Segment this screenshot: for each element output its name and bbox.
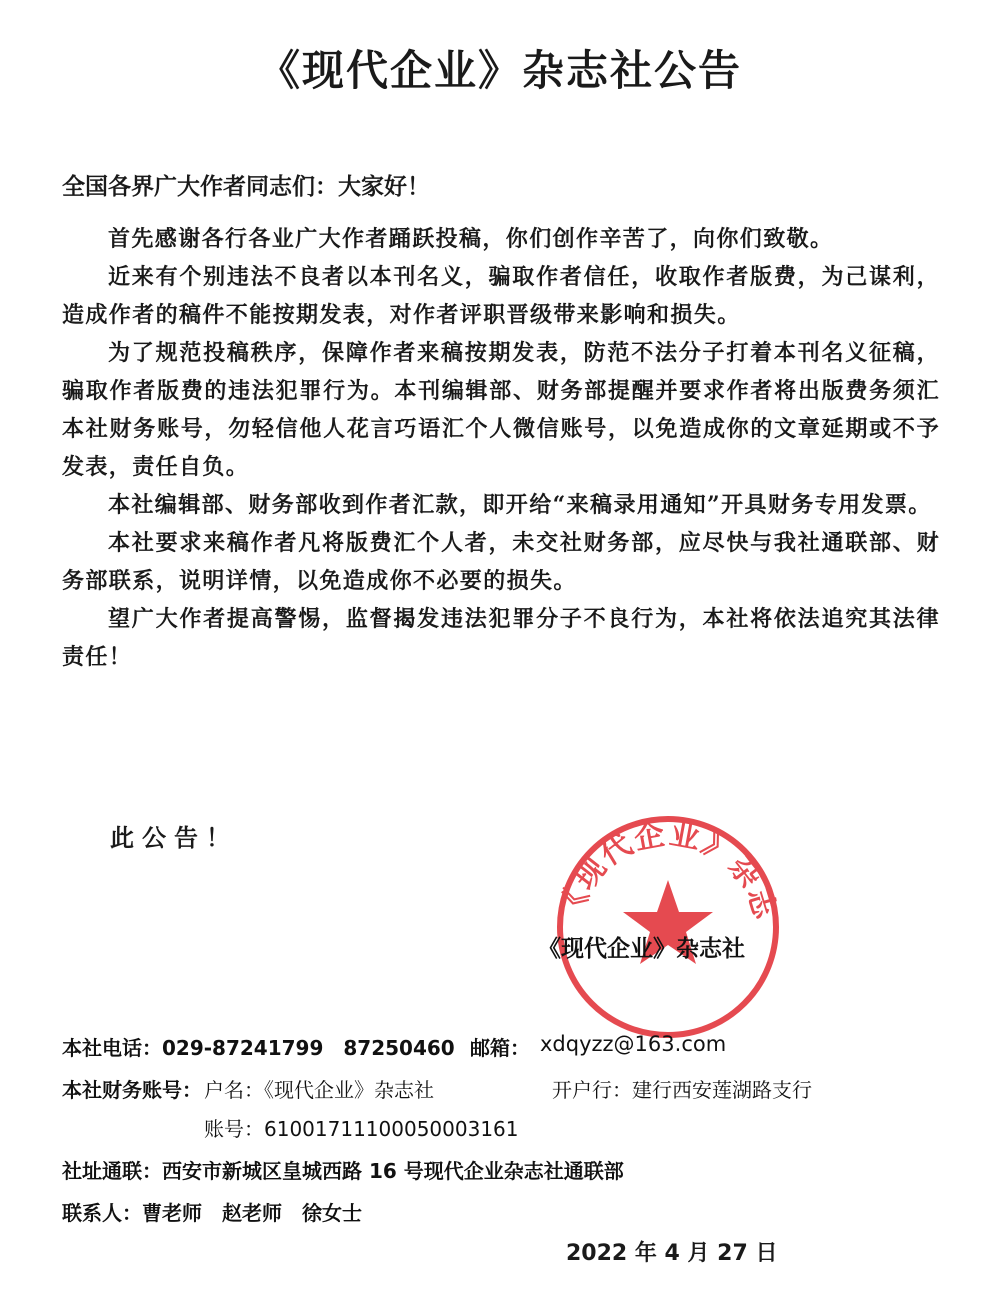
seal-text: 《现代企业》杂志	[553, 816, 783, 925]
notice-body	[62, 220, 940, 676]
address: 西安市新城区皇城西路 16 号现代企业杂志社通联部	[162, 1159, 624, 1183]
paragraph: 首先感谢各行各业广大作者踊跃投稿，你们创作辛苦了，向你们致敬。	[108, 226, 834, 252]
paragraph: 近来有个别违法不良者以本刊名义，骗取作者信任，收取作者版费，为己谋利，造成作者的稿件不能按期发表，对作者评职晋级带来影响和损失。	[62, 264, 940, 328]
account-name: 户名：《现代企业》杂志社	[204, 1078, 434, 1102]
account-number: 账号：6100171110005000316​1	[204, 1117, 519, 1141]
greeting: 全国各界广大作者同志们：大家好！	[62, 174, 430, 200]
bank-name: 开户行：建行西安莲湖路支行	[552, 1078, 812, 1102]
address-label: 社址通联：	[62, 1159, 162, 1183]
closing-statement: 此公告！	[110, 824, 238, 852]
signature: 《现代企业》杂志社	[538, 936, 745, 962]
notice-title: 《现代企业》杂志社公告	[257, 46, 742, 95]
phone-numbers: 029-87241799 87250460	[162, 1036, 455, 1060]
paragraph: 望广大作者提高警惕，监督揭发违法犯罪分子不良行为，本社将依法追究其法律责任！	[62, 606, 940, 670]
official-seal	[553, 812, 783, 1042]
paragraph: 本社编辑部、财务部收到作者汇款，即开给“来稿录用通知”开具财务专用发票。	[108, 492, 932, 518]
paragraph: 为了规范投稿秩序，保障作者来稿按期发表，防范不法分子打着本刊名义征稿，骗取作者版费的违法犯罪行为。本刊编辑部、财务部提醒并要求作者将出版费务须汇本社财务账号，勿轻信他人花言巧语汇个人微信账号，以免造成你的文章延期或不予发表，责任自负。	[62, 340, 940, 480]
email-address: xdqyzz@163.com	[540, 1032, 727, 1056]
email-label: 邮箱：	[470, 1036, 530, 1060]
paragraph: 本社要求来稿作者凡将版费汇个人者，未交社财务部，应尽快与我社通联部、财务部联系，说明详情，以免造成你不必要的损失。	[62, 530, 940, 594]
contact-persons: 曹老师 赵老师 徐女士	[142, 1201, 362, 1225]
notice-date: 2022 年 4 月 27 日	[566, 1241, 778, 1266]
contacts-label: 联系人：	[62, 1201, 142, 1225]
phone-label: 本社电话：	[62, 1036, 162, 1060]
account-label: 本社财务账号：	[62, 1078, 202, 1102]
